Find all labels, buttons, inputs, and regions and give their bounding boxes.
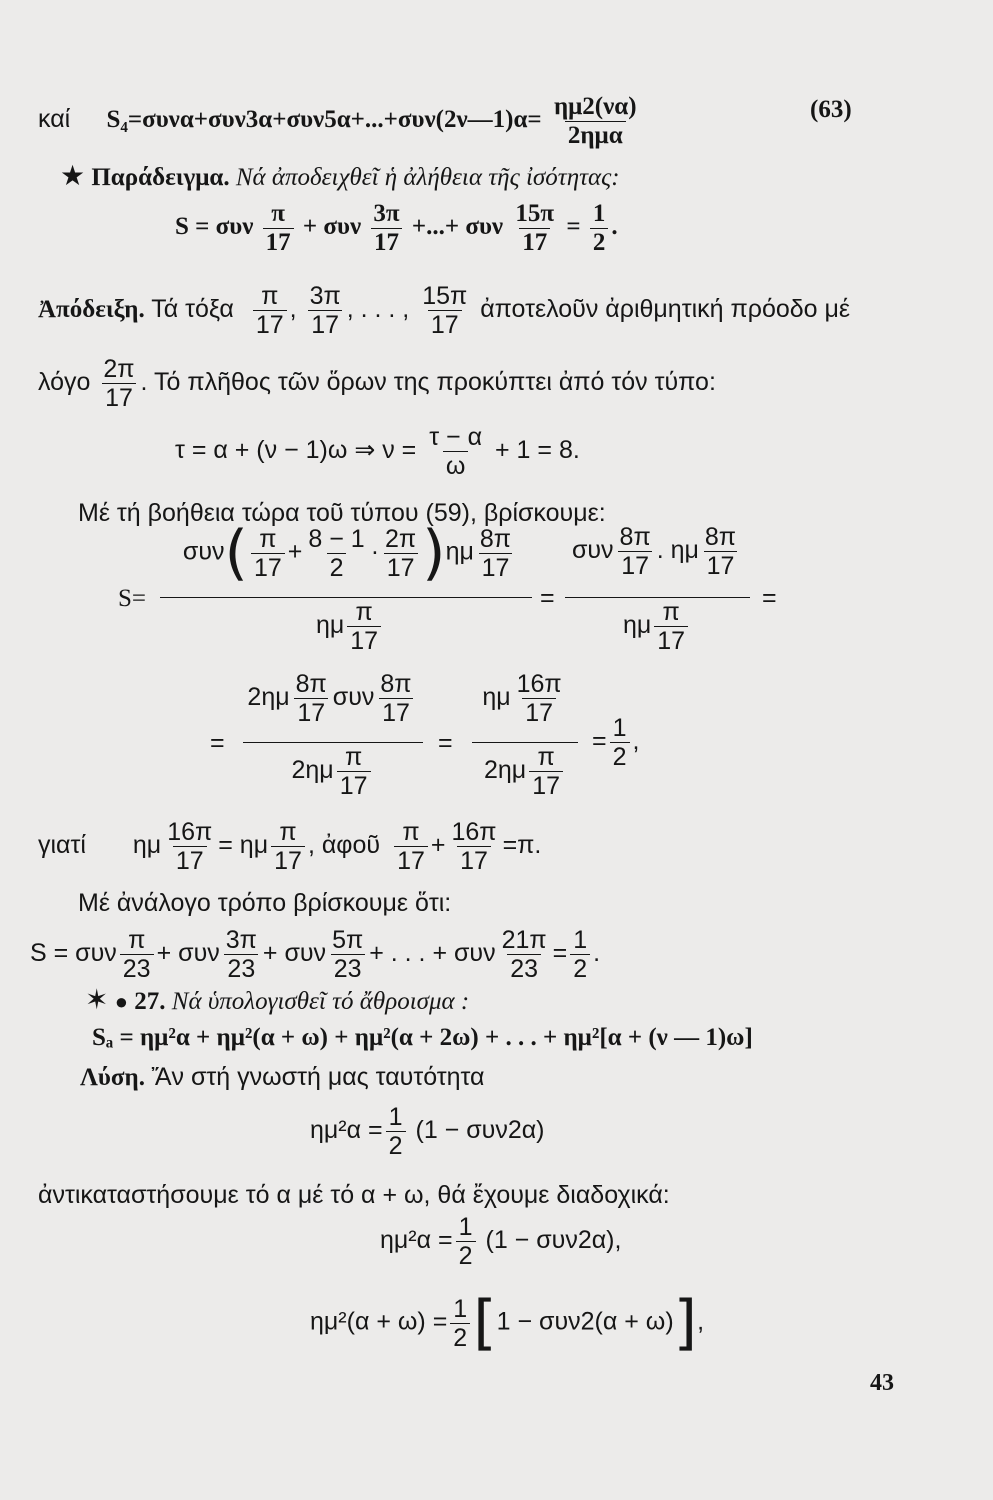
formula-nu: τ = α + (ν − 1)ω ⇒ ν = $\frac{\tau - \alpha}{\omega}$ + 1 = 8. [175,423,580,480]
s-numerator-right: συν $\frac{8\pi}{17}$ . ημ $\frac{8\pi}{17}$ [562,523,752,580]
s2-numerator-left: 2ημ $\frac{8\pi}{17}$ συν $\frac{8\pi}{17}$ [240,670,425,727]
similar-line: Μέ ἀνάλογο τρόπο βρίσκουμε ὅτι: [78,889,452,917]
fraction: ημ2(να) 2ημα [553,93,637,149]
fraction: $\frac{\pi}{17}$ [271,818,305,875]
formula-lhs: S₄=συνα+συν3α+συν5α+...+συν(2ν—1)α= [106,106,542,134]
seq-2: ημ²(α + ω) = $\frac{1}{2}$ [1 − συν2(α + ω)], [310,1288,705,1358]
fraction: $\frac{1}{2}$ [570,926,590,983]
s-denominator-right: ημ $\frac{\pi}{17}$ [562,598,752,655]
fraction: $\frac{1}{2}$ [386,1103,406,1160]
page-number: 43 [870,1370,894,1396]
equals: = [210,729,225,757]
s-numerator-left: συν( $\frac{\pi}{17}$ + $\frac{8 - 1}{2}$ · $\frac{2\pi}{17}$ )ημ $\frac{8\pi}{17}$ [160,523,540,583]
proof-heading: Ἀπόδειξη. [38,296,145,324]
fraction: $\frac{\pi}{17}$ [253,282,287,339]
exercise-heading: ✶ ● 27. Νά ὑπολογισθεῖ τό ἄθροισμα : [85,985,470,1016]
s2-result: = $\frac{1}{2}$ , [592,714,640,771]
s-label: S= [118,585,147,612]
formula-sum: Sₐ = ημ²α + ημ²(α + ω) + ημ²(α + 2ω) + . . . + ημ²[α + (ν — 1)ω] [92,1024,753,1051]
bullet-icon: ● [114,989,129,1014]
equation-tag: (63) [810,96,852,123]
fraction: $\frac{8\pi}{17}$ [295,670,327,727]
fraction: $\frac{8\pi}{17}$ [704,523,737,580]
fraction: $\frac{1}{2}$ [450,1295,470,1352]
help-line: Μέ τή βοήθεια τώρα τοῦ τύπου (59), βρίσκουμε: [78,499,606,527]
proof-line-2: λόγο $\frac{2\pi}{17}$ . Τό πλῆθος τῶν ὅρων της προκύπτει ἀπό τόν τύπο: [38,355,716,412]
identity: ημ²α = $\frac{1}{2}$ (1 − συν2α) [310,1103,545,1160]
fraction: $\frac{\pi}{17}$ [394,818,428,875]
fraction: $\frac{\pi}{17}$ [347,598,381,655]
because-line: γιατί ημ $\frac{16\pi}{17}$ = ημ $\frac{\pi}{17}$ , ἀφοῦ $\frac{\pi}{17}$ + $\frac{16\pi}{17}$ =π. [38,818,542,875]
s2-denominator-mid: 2ημ $\frac{\pi}{17}$ [470,743,580,800]
equals: = [762,584,777,612]
proof-line-1: Ἀπόδειξη. Τά τόξα $\frac{\pi}{17}$ , $\frac{3\pi}{17}$ , . . . , $\frac{15\pi}{17}$ ἀποτελοῦν ἀριθμητική πρόοδο μέ [38,282,851,339]
equals: = [540,584,555,612]
fraction: $\frac{\pi}{17}$ [529,743,563,800]
fraction: $\frac{3\pi}{23}$ [225,926,257,983]
example-heading: ★ Παράδειγμα. Νά ἀποδειχθεῖ ἡ ἀλήθεια τῆς ἰσότητας: [60,161,620,192]
fraction: $\frac{\pi}{23}$ [120,926,154,983]
fraction: $\frac{\pi}{17}$ [654,598,688,655]
fraction: $\frac{\pi}{17}$ [251,525,285,582]
fraction: $\frac{2\pi}{17}$ [385,524,417,582]
fraction: $\frac{\tau - \alpha}{\omega}$ [429,423,483,480]
fraction: $\frac{1}{2}$ [456,1213,476,1270]
fraction: $\frac{8\pi}{17}$ [619,523,651,580]
replace-line: ἀντικαταστήσουμε τό α μέ τό α + ω, θά ἔχουμε διαδοχικά: [38,1181,670,1209]
formula-63 [38,93,643,150]
fraction: $\frac{\pi}{17}$ [263,200,294,257]
kai-word: καί [38,105,71,134]
s2-denominator-left: 2ημ $\frac{\pi}{17}$ [240,743,425,800]
s2-numerator-mid: ημ $\frac{16\pi}{17}$ [470,670,580,727]
fraction: $\frac{\pi}{17}$ [337,743,371,800]
s-denominator-left: ημ $\frac{\pi}{17}$ [160,598,540,655]
fraction: $\frac{8 - 1}{2}$ [308,524,365,582]
fraction: $\frac{5\pi}{23}$ [332,926,364,983]
fraction: $\frac{16\pi}{17}$ [167,818,213,875]
fraction: $\frac{16\pi}{17}$ [516,670,562,727]
fraction: $\frac{21\pi}{23}$ [501,926,547,983]
fraction: $\frac{8\pi}{17}$ [479,524,512,582]
star-icon: ✶ [85,985,109,1016]
solution-line: Λύση. Ἄν στή γνωστή μας ταυτότητα [80,1063,485,1091]
formula-23: S = συν $\frac{\pi}{23}$ + συν $\frac{3\pi}{23}$ + συν $\frac{5\pi}{23}$ + . . . + συν $\frac{21\pi}{23}$ = $\frac{1}{2}$ . [30,926,601,983]
fraction: $\frac{2\pi}{17}$ [103,355,135,412]
fraction: $\frac{3\pi}{17}$ [309,282,341,339]
fraction: $\frac{15\pi}{17}$ [422,282,468,339]
equals: = [438,729,453,757]
star-icon: ★ [60,161,86,192]
fraction: $\frac{15\pi}{17}$ [515,200,555,256]
example-equation: S = συν $\frac{\pi}{17}$ + συν $\frac{3\pi}{17}$ +...+ συν $\frac{15\pi}{17}$ = $\frac{1}{2}$ . [175,200,618,256]
fraction: $\frac{3\pi}{17}$ [370,200,402,257]
seq-1: ημ²α = $\frac{1}{2}$ (1 − συν2α), [380,1213,622,1270]
fraction: $\frac{1}{2}$ [610,714,630,771]
fraction: $\frac{1}{2}$ [590,200,609,257]
fraction: $\frac{8\pi}{17}$ [380,670,412,727]
fraction: $\frac{16\pi}{17}$ [451,818,497,875]
